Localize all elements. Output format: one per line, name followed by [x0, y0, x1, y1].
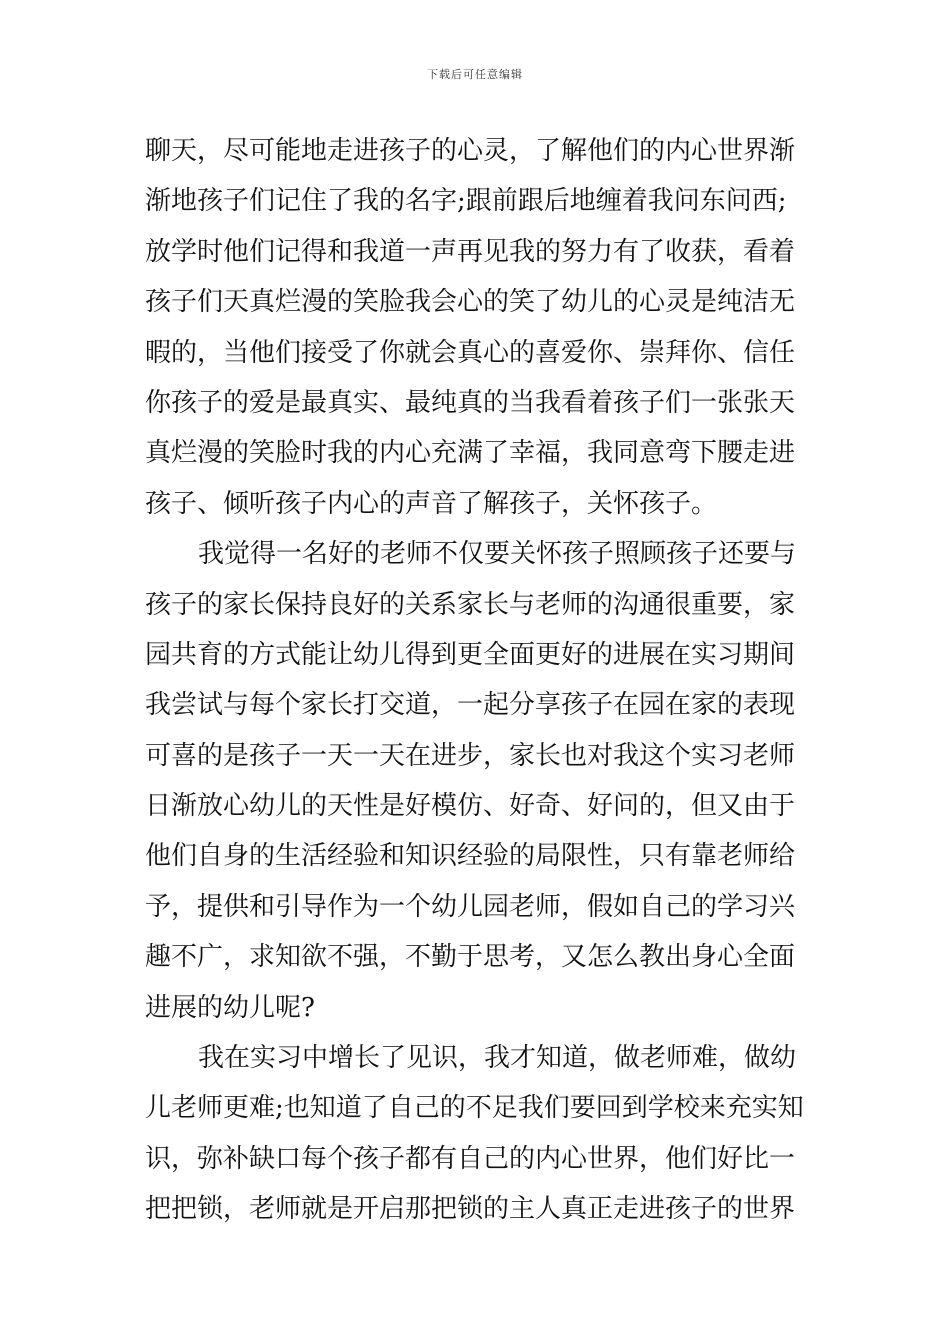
text-line: 趣不广，求知欲不强，不勤于思考，又怎么教出身心全面	[145, 942, 796, 973]
text-line: 儿老师更难;也知道了自己的不足我们要回到学校来充实知	[145, 1093, 804, 1124]
text-line: 日渐放心幼儿的天性是好模仿、好奇、好问的，但又由于	[145, 791, 796, 822]
text-line: 把把锁，老师就是开启那把锁的主人真正走进孩子的世界	[145, 1194, 796, 1225]
page-header: 下载后可任意编辑	[427, 68, 523, 81]
text-line: 放学时他们记得和我道一声再见我的努力有了收获，看着	[145, 236, 796, 267]
paragraph-first-line: 我觉得一名好的老师不仅要关怀孩子照顾孩子还要与	[198, 539, 797, 570]
text-line: 园共育的方式能让幼儿得到更全面更好的进展在实习期间	[145, 639, 796, 670]
text-line: 孩子们天真烂漫的笑脸我会心的笑了幼儿的心灵是纯洁无	[145, 287, 796, 318]
body-text	[145, 126, 810, 1235]
text-line: 真烂漫的笑脸时我的内心充满了幸福，我同意弯下腰走进	[145, 438, 796, 469]
text-line: 识，弥补缺口每个孩子都有自己的内心世界，他们好比一	[145, 1143, 796, 1174]
text-line: 孩子、倾听孩子内心的声音了解孩子，关怀孩子。	[145, 488, 718, 519]
text-line: 孩子的家长保持良好的关系家长与老师的沟通很重要，家	[145, 589, 796, 620]
text-line: 你孩子的爱是最真实、最纯真的当我看着孩子们一张张天	[145, 387, 796, 418]
text-line: 进展的幼儿呢?	[145, 992, 315, 1023]
text-line: 暇的，当他们接受了你就会真心的喜爱你、崇拜你、信任	[145, 337, 796, 368]
text-line: 可喜的是孩子一天一天在进步，家长也对我这个实习老师	[145, 740, 796, 771]
text-line: 聊天，尽可能地走进孩子的心灵，了解他们的内心世界渐	[145, 136, 796, 166]
text-line: 予，提供和引导作为一个幼儿园老师，假如自己的学习兴	[145, 891, 796, 922]
text-line: 他们自身的生活经验和知识经验的局限性，只有靠老师给	[145, 841, 796, 872]
text-line: 渐地孩子们记住了我的名字;跟前跟后地缠着我问东问西;	[145, 186, 787, 217]
paragraph-first-line: 我在实习中增长了见识，我才知道，做老师难，做幼	[198, 1043, 797, 1074]
text-line: 我尝试与每个家长打交道，一起分享孩子在园在家的表现	[145, 690, 796, 721]
